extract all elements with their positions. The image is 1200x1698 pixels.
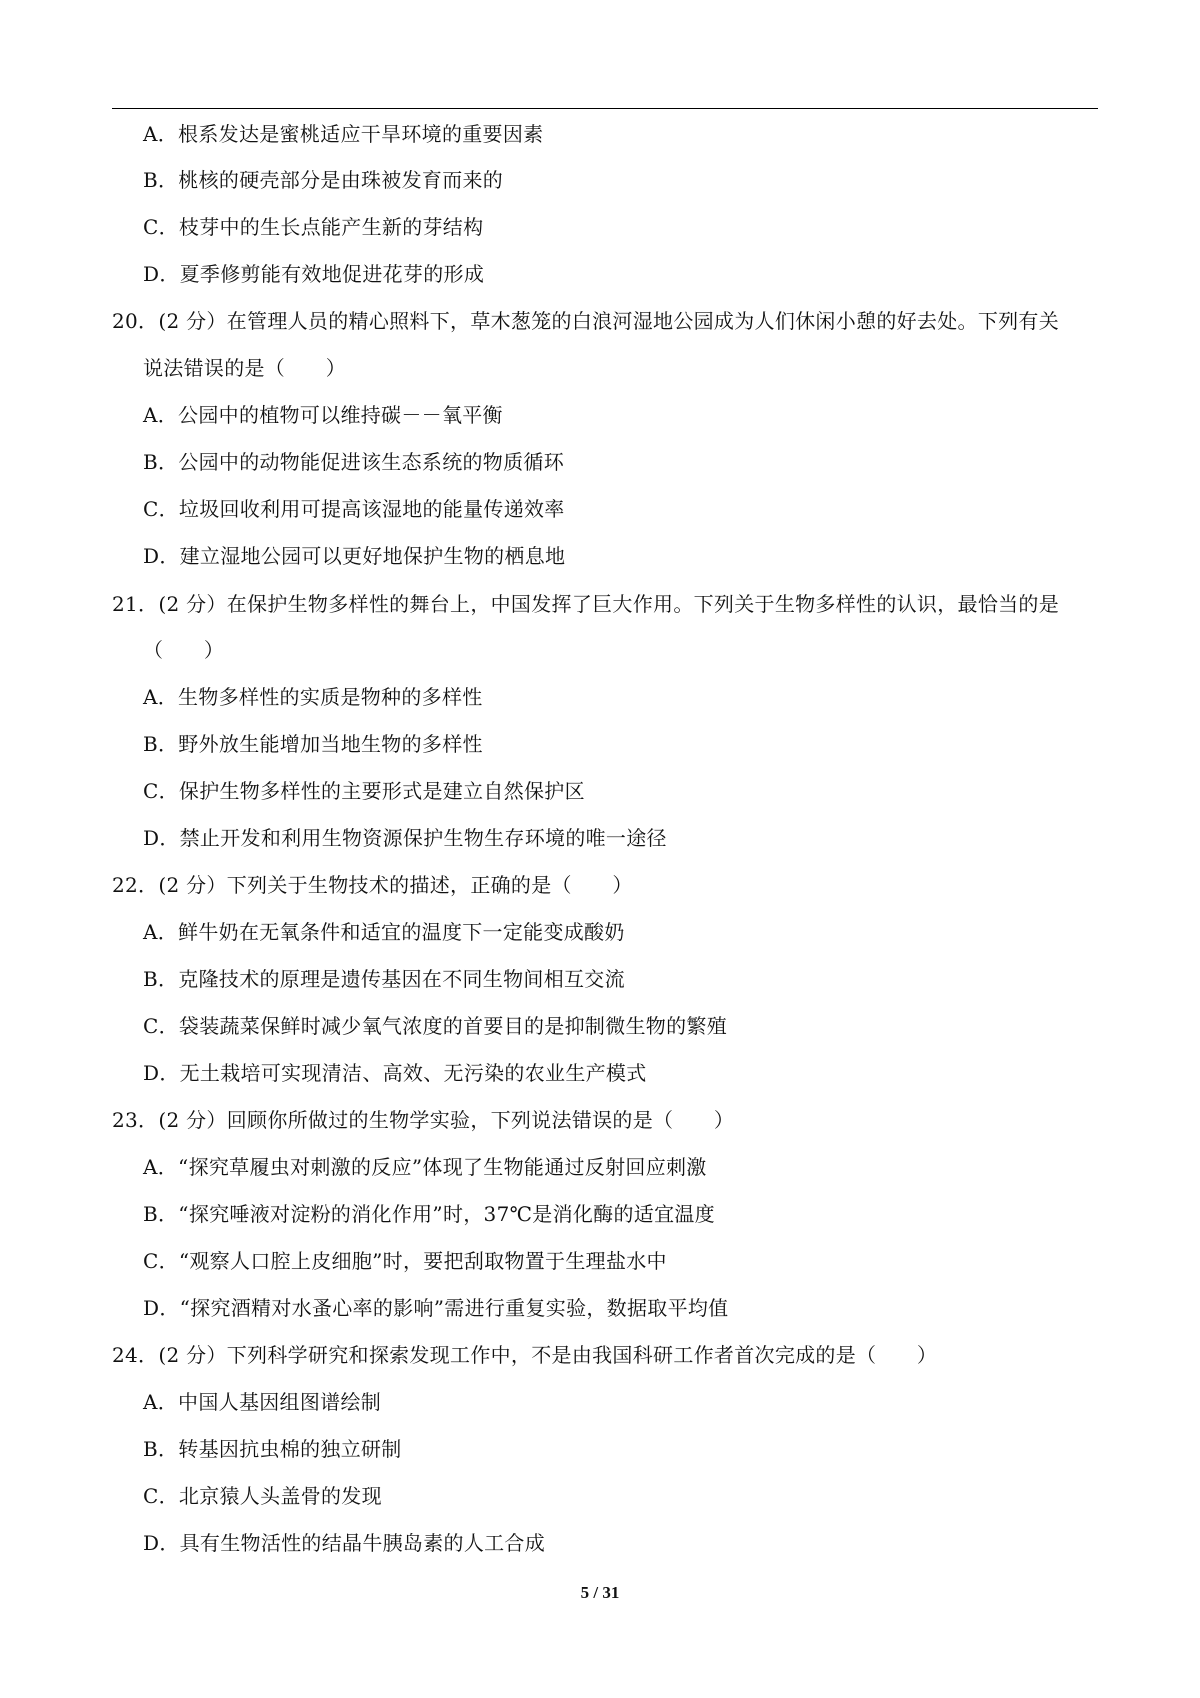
q20-option-b: B．公园中的动物能促进该生态系统的物质循环	[143, 450, 564, 474]
q19-option-b: B．桃核的硬壳部分是由珠被发育而来的	[143, 168, 504, 192]
q22-option-a: A．鲜牛奶在无氧条件和适宜的温度下一定能变成酸奶	[143, 920, 625, 944]
q21-option-a: A．生物多样性的实质是物种的多样性	[143, 685, 483, 709]
q24-option-d: D．具有生物活性的结晶牛胰岛素的人工合成	[143, 1531, 546, 1555]
q20-stem: 20．(2 分）在管理人员的精心照料下，草木葱笼的白浪河湿地公园成为人们休闲小憩的好去处。下列有关	[112, 309, 1060, 333]
q24-option-b: B．转基因抗虫棉的独立研制	[143, 1437, 402, 1461]
q22-option-c: C．袋装蔬菜保鲜时减少氧气浓度的首要目的是抑制微生物的繁殖	[143, 1014, 728, 1038]
q21-option-d: D．禁止开发和利用生物资源保护生物生存环境的唯一途径	[143, 826, 667, 850]
q23-option-b: B．“探究唾液对淀粉的消化作用”时，37℃是消化酶的适宜温度	[143, 1202, 715, 1226]
q21-stem: 21．(2 分）在保护生物多样性的舞台上，中国发挥了巨大作用。下列关于生物多样性的认识，最恰当的是	[112, 592, 1060, 616]
q20-option-c: C．垃圾回收利用可提高该湿地的能量传递效率	[143, 497, 565, 521]
q23-option-c: C．“观察人口腔上皮细胞”时，要把刮取物置于生理盐水中	[143, 1249, 667, 1273]
q20-option-a: A．公园中的植物可以维持碳－－氧平衡	[143, 403, 503, 427]
q22-stem: 22．(2 分）下列关于生物技术的描述，正确的是（ ）	[112, 873, 633, 897]
q19-option-c: C．枝芽中的生长点能产生新的芽结构	[143, 215, 484, 239]
q23-option-d: D．“探究酒精对水蚤心率的影响”需进行重复实验，数据取平均值	[143, 1296, 729, 1320]
q23-option-a: A．“探究草履虫对刺激的反应”体现了生物能通过反射回应刺激	[143, 1155, 707, 1179]
q24-stem: 24．(2 分）下列科学研究和探索发现工作中，不是由我国科研工作者首次完成的是（ ）	[112, 1343, 938, 1367]
q21-option-c: C．保护生物多样性的主要形式是建立自然保护区	[143, 779, 585, 803]
q20-stem-cont: 说法错误的是（ ）	[143, 356, 346, 380]
q21-stem-cont: （ ）	[143, 638, 225, 662]
q19-option-a: A．根系发达是蜜桃适应干旱环境的重要因素	[143, 122, 544, 146]
q20-option-d: D．建立湿地公园可以更好地保护生物的栖息地	[143, 544, 566, 568]
q22-option-b: B．克隆技术的原理是遗传基因在不同生物间相互交流	[143, 967, 625, 991]
q21-option-b: B．野外放生能增加当地生物的多样性	[143, 732, 483, 756]
page-number: 5 / 31	[580, 1583, 620, 1602]
q24-option-c: C．北京猿人头盖骨的发现	[143, 1484, 382, 1508]
q23-stem: 23．(2 分）回顾你所做过的生物学实验，下列说法错误的是（ ）	[112, 1108, 735, 1132]
q22-option-d: D．无土栽培可实现清洁、高效、无污染的农业生产模式	[143, 1061, 647, 1085]
q19-option-d: D．夏季修剪能有效地促进花芽的形成	[143, 262, 485, 286]
q24-option-a: A．中国人基因组图谱绘制	[143, 1390, 382, 1414]
header-rule	[112, 108, 1098, 109]
